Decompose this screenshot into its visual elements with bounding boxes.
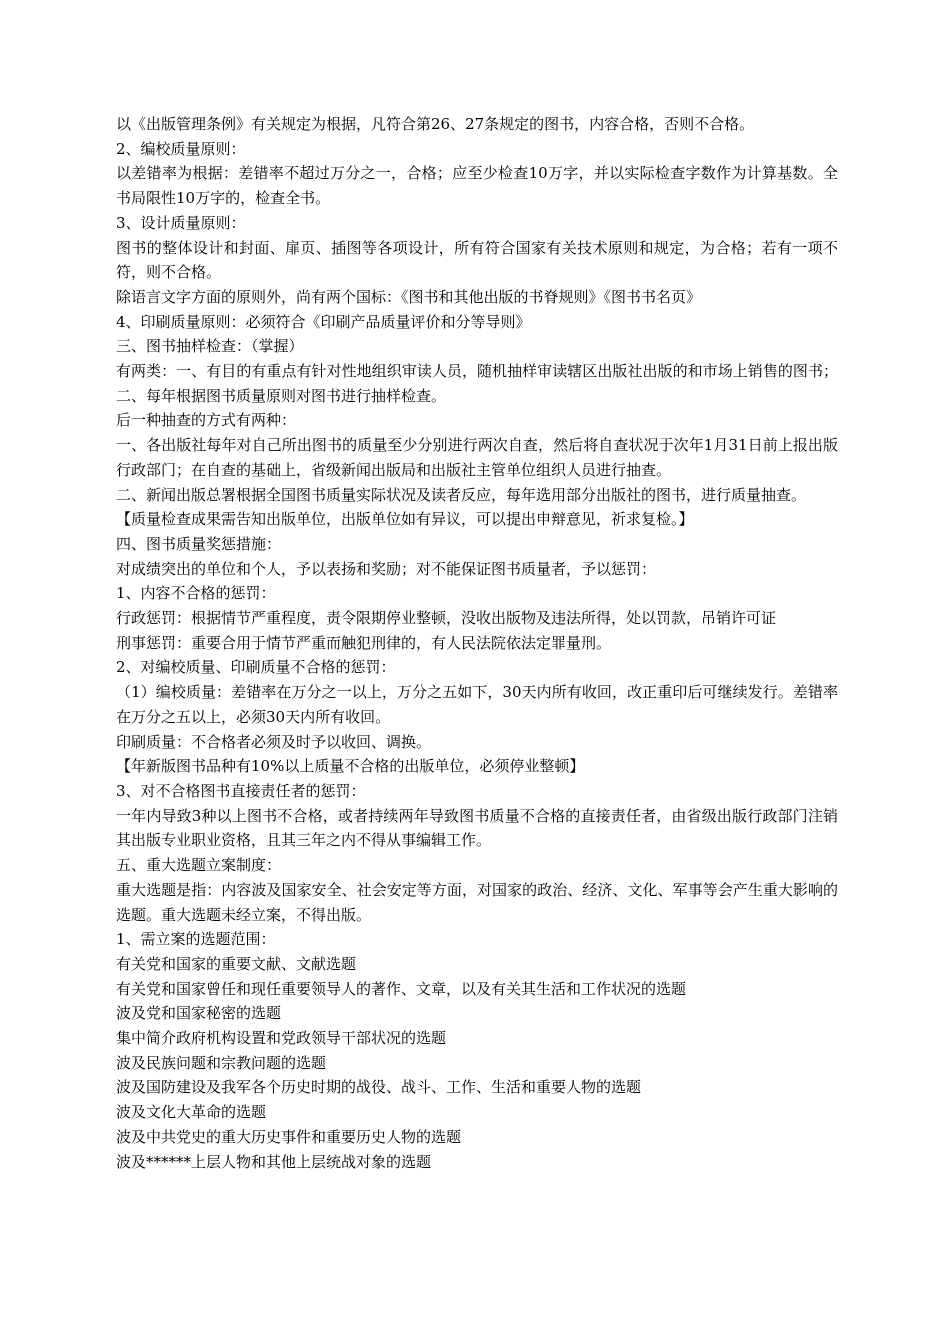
list-item: 集中简介政府机构设置和党政领导干部状况的选题	[116, 1029, 447, 1048]
paragraph: 除语言文字方面的原则外，尚有两个国标：《图书和其他出版的书脊规则》《图书书名页》	[116, 287, 702, 306]
section-heading: 1、需立案的选题范围：	[116, 930, 276, 949]
list-item: 波及******上层人物和其他上层统战对象的选题	[116, 1152, 432, 1171]
paragraph: 以差错率为根据：差错率不超过万分之一，合格；应至少检查10万字，并以实际检查字数作为计算基数。全书局限性10万字的，检查全书。	[116, 164, 838, 208]
list-item: 波及中共党史的重大历史事件和重要历史人物的选题	[116, 1127, 462, 1146]
section-heading: 3、对不合格图书直接责任者的惩罚：	[116, 781, 366, 800]
paragraph: 行政惩罚：根据情节严重程度，责令限期停业整顿，没收出版物及违法所得，处以罚款，吊销许可证	[116, 609, 777, 628]
paragraph: 重大选题是指：内容波及国家安全、社会安定等方面，对国家的政治、经济、文化、军事等会产生重大影响的选题。重大选题未经立案，不得出版。	[116, 880, 838, 924]
section-heading: 1、内容不合格的惩罚：	[116, 584, 276, 603]
section-heading: 三、图书抽样检查：（掌握）	[116, 337, 304, 356]
section-heading: 3、设计质量原则：	[116, 213, 246, 232]
paragraph: 一年内导致3种以上图书不合格，或者持续两年导致图书质量不合格的直接责任者，由省级出版行政部门注销其出版专业职业资格，且其三年之内不得从事编辑工作。	[116, 806, 838, 850]
paragraph: 刑事惩罚：重要合用于情节严重而触犯刑律的，有人民法院依法定罪量刑。	[116, 633, 612, 652]
list-item: 波及文化大革命的选题	[116, 1103, 267, 1122]
list-item: 波及国防建设及我军各个历史时期的战役、战斗、工作、生活和重要人物的选题	[116, 1078, 642, 1097]
paragraph: 有两类：一、有目的有重点有针对性地组织审读人员，随机抽样审读辖区出版社出版的和市场上销售的图书；二、每年根据图书质量原则对图书进行抽样检查。	[116, 362, 838, 405]
section-heading: 4、印刷质量原则：必须符合《印刷产品质量评价和分等导则》	[116, 312, 531, 331]
document-body	[116, 112, 838, 1174]
paragraph: 对成绩突出的单位和个人，予以表扬和奖励；对不能保证图书质量者，予以惩罚：	[116, 559, 657, 578]
paragraph: 图书的整体设计和封面、扉页、插图等各项设计，所有符合国家有关技术原则和规定，为合格；若有一项不符，则不合格。	[116, 238, 838, 282]
section-heading: 2、对编校质量、印刷质量不合格的惩罚：	[116, 658, 396, 677]
paragraph: 二、新闻出版总署根据全国图书质量实际状况及读者反应，每年选用部分出版社的图书，进行质量抽查。	[116, 485, 807, 504]
paragraph: 后一种抽查的方式有两种：	[116, 411, 297, 430]
paragraph: 以《出版管理条例》有关规定为根据，凡符合第26、27条规定的图书，内容合格，否则不合格。	[116, 115, 755, 133]
bracketed-note: 【年新版图书品种有10%以上质量不合格的出版单位，必须停业整顿】	[116, 757, 585, 776]
paragraph: 印刷质量：不合格者必须及时予以收回、调换。	[116, 732, 432, 751]
section-heading: 五、重大选题立案制度：	[116, 856, 282, 875]
list-item: 有关党和国家曾任和现任重要领导人的著作、文章，以及有关其生活和工作状况的选题	[116, 979, 687, 998]
bracketed-note: 【质量检查成果需告知出版单位，出版单位如有异议，可以提出申辩意见，祈求复检。】	[116, 510, 694, 529]
list-item: 有关党和国家的重要文献、文献选题	[116, 954, 357, 973]
paragraph: 一、各出版社每年对自己所出图书的质量至少分别进行两次自查，然后将自查状况于次年1月31日前上报出版行政部门；在自查的基础上，省级新闻出版局和出版社主管单位组织人员进行抽查。	[116, 436, 838, 479]
list-item: 波及党和国家秘密的选题	[116, 1004, 282, 1023]
paragraph: （1）编校质量：差错率在万分之一以上，万分之五如下，30天内所有收回，改正重印后可继续发行。差错率在万分之五以上，必须30天内所有收回。	[116, 683, 838, 726]
list-item: 波及民族问题和宗教问题的选题	[116, 1053, 327, 1072]
section-heading: 四、图书质量奖惩措施：	[116, 534, 282, 553]
section-heading: 2、编校质量原则：	[116, 139, 246, 158]
